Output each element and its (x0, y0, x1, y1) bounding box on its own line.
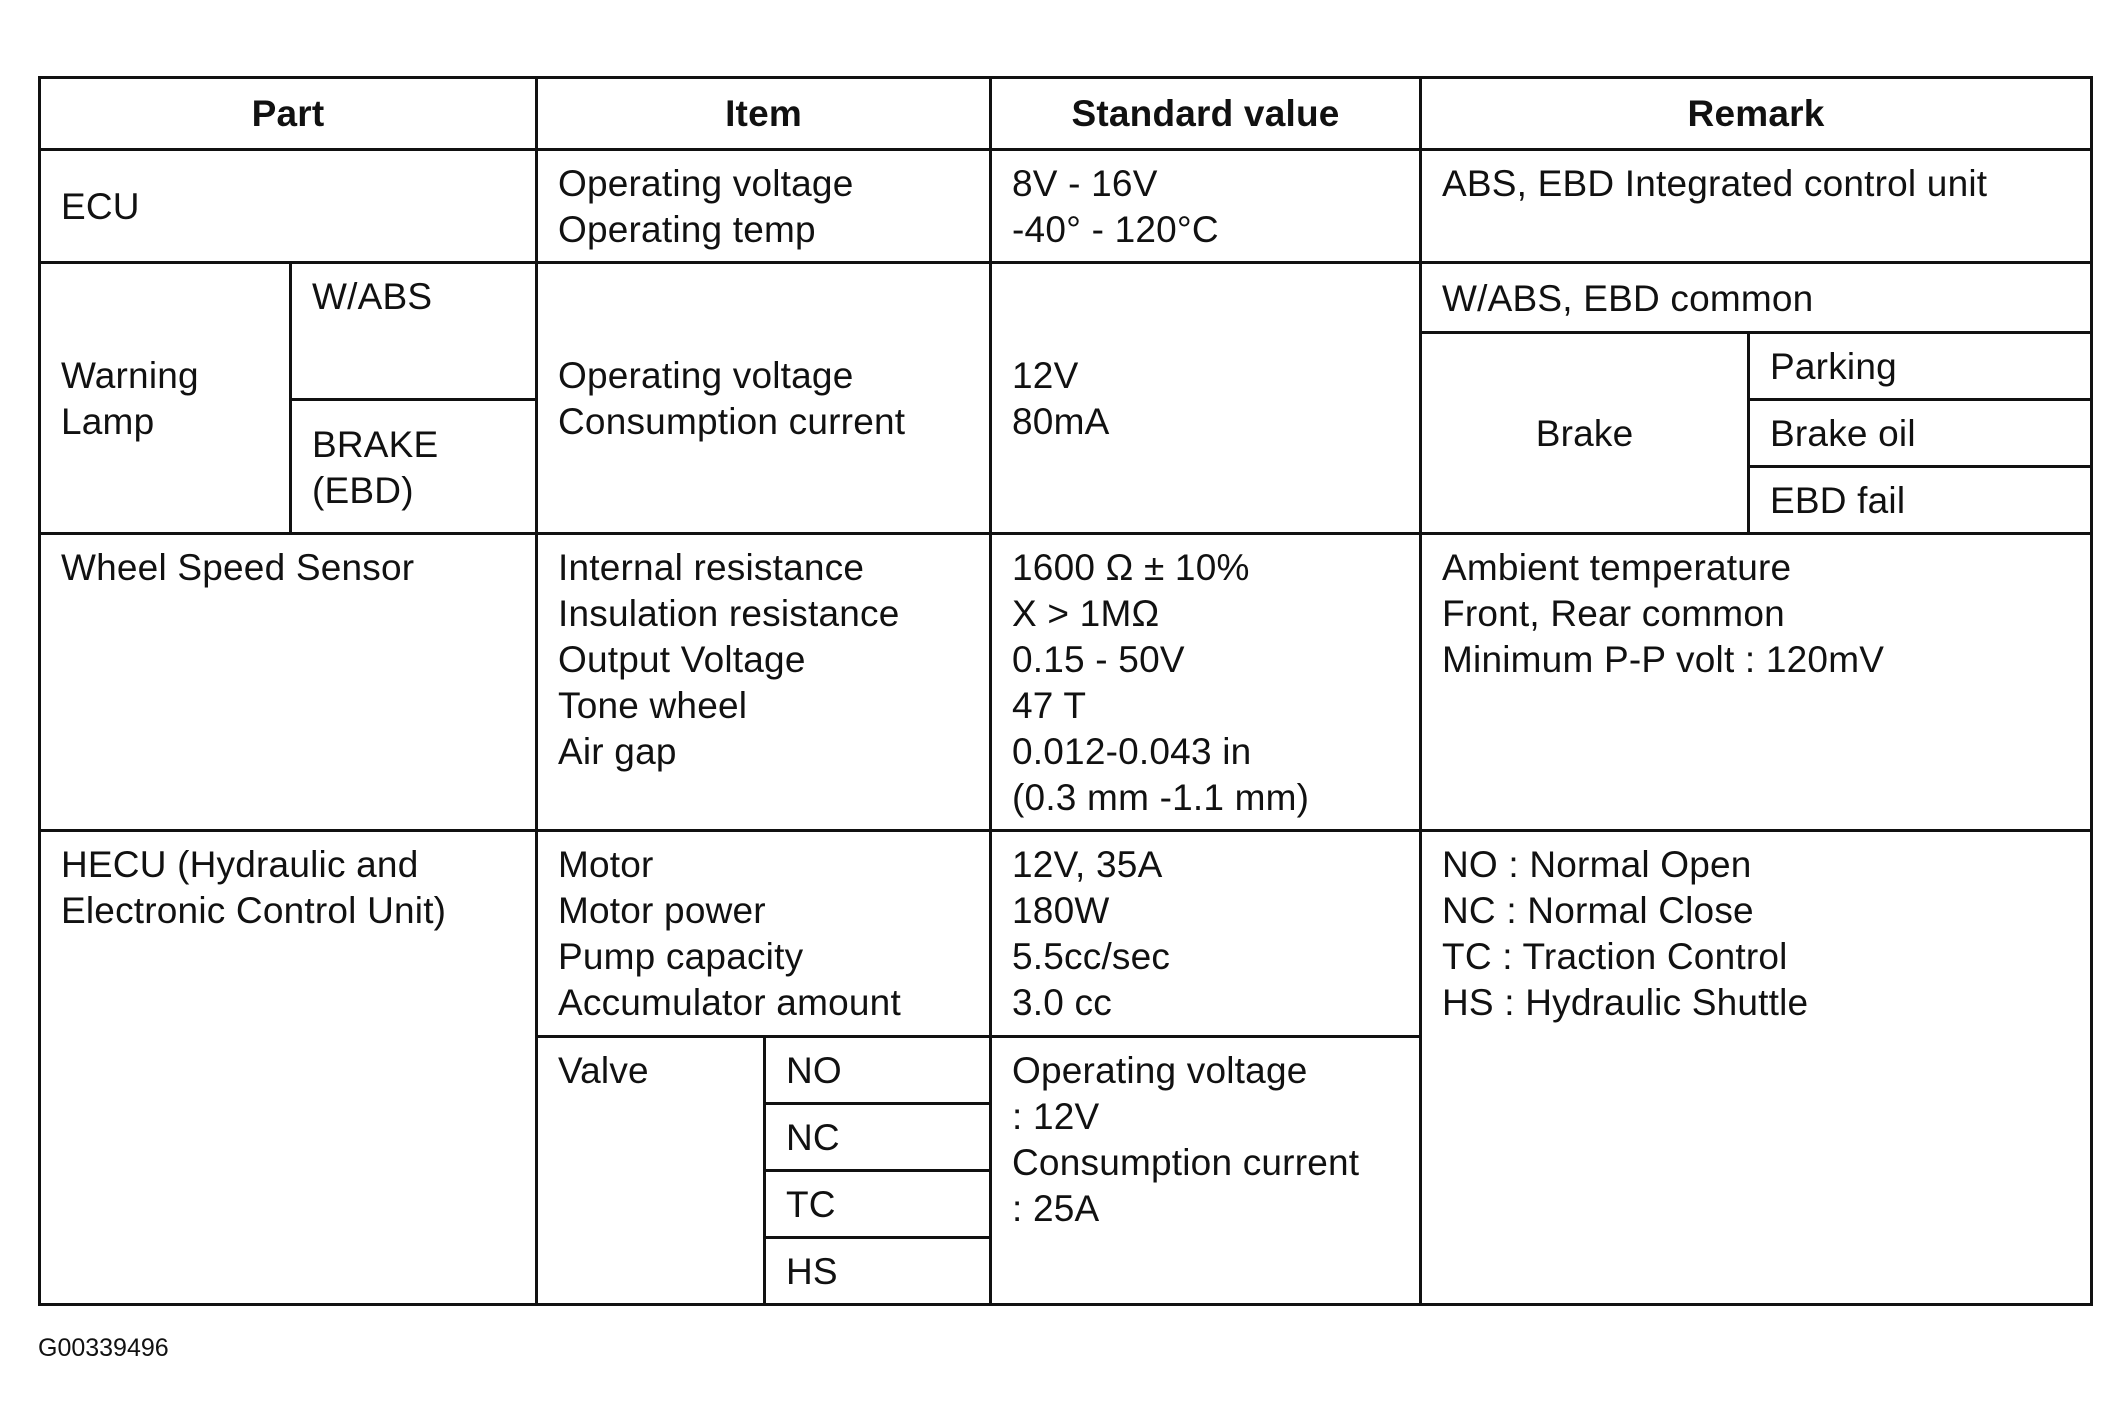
warning-lamp-remark-brake: Brake (1421, 333, 1749, 534)
wheel-speed-sensor-row (40, 534, 2092, 831)
hecu-remark: NO : Normal Open NC : Normal Close TC : Traction Control HS : Hydraulic Shuttle (1421, 831, 2092, 1305)
hecu-valve-values: Operating voltage : 12V Consumption current : 25A (991, 1037, 1421, 1305)
wss-items: Internal resistance Insulation resistance Output Voltage Tone wheel Air gap (537, 534, 991, 831)
hecu-items: Motor Motor power Pump capacity Accumulator amount (537, 831, 991, 1037)
warning-lamp-wabs: W/ABS (291, 263, 537, 400)
header-remark: Remark (1421, 78, 2092, 150)
warning-lamp-part: Warning Lamp (40, 263, 291, 534)
spec-table (38, 76, 2093, 1306)
hecu-valve-tc: TC (765, 1171, 991, 1238)
hecu-part: HECU (Hydraulic and Electronic Control Unit) (40, 831, 537, 1305)
warning-lamp-remark-common: W/ABS, EBD common (1421, 263, 2092, 333)
ecu-row (40, 150, 2092, 263)
ecu-remark: ABS, EBD Integrated control unit (1421, 150, 2092, 263)
warning-lamp-items: Operating voltage Consumption current (537, 263, 991, 534)
hecu-valve-no: NO (765, 1037, 991, 1104)
header-item: Item (537, 78, 991, 150)
wss-remark: Ambient temperature Front, Rear common Minimum P-P volt : 120mV (1421, 534, 2092, 831)
figure-code: G00339496 (38, 1334, 169, 1362)
warning-lamp-remark-brake-oil: Brake oil (1749, 400, 2092, 467)
ecu-items: Operating voltage Operating temp (537, 150, 991, 263)
wss-values: 1600 Ω ± 10% X > 1MΩ 0.15 - 50V 47 T 0.012-0.043 in (0.3 mm -1.1 mm) (991, 534, 1421, 831)
warning-lamp-row-1 (40, 263, 2092, 333)
header-standard-value: Standard value (991, 78, 1421, 150)
hecu-valve-label: Valve (537, 1037, 765, 1305)
hecu-values: 12V, 35A 180W 5.5cc/sec 3.0 cc (991, 831, 1421, 1037)
warning-lamp-brake-ebd: BRAKE (EBD) (291, 400, 537, 534)
warning-lamp-values: 12V 80mA (991, 263, 1421, 534)
header-row (40, 78, 2092, 150)
hecu-valve-nc: NC (765, 1104, 991, 1171)
ecu-part: ECU (40, 150, 537, 263)
warning-lamp-remark-ebd-fail: EBD fail (1749, 467, 2092, 534)
wss-part: Wheel Speed Sensor (40, 534, 537, 831)
header-part: Part (40, 78, 537, 150)
ecu-values: 8V - 16V -40° - 120°C (991, 150, 1421, 263)
warning-lamp-remark-parking: Parking (1749, 333, 2092, 400)
hecu-row-1 (40, 831, 2092, 1037)
hecu-valve-hs: HS (765, 1238, 991, 1305)
